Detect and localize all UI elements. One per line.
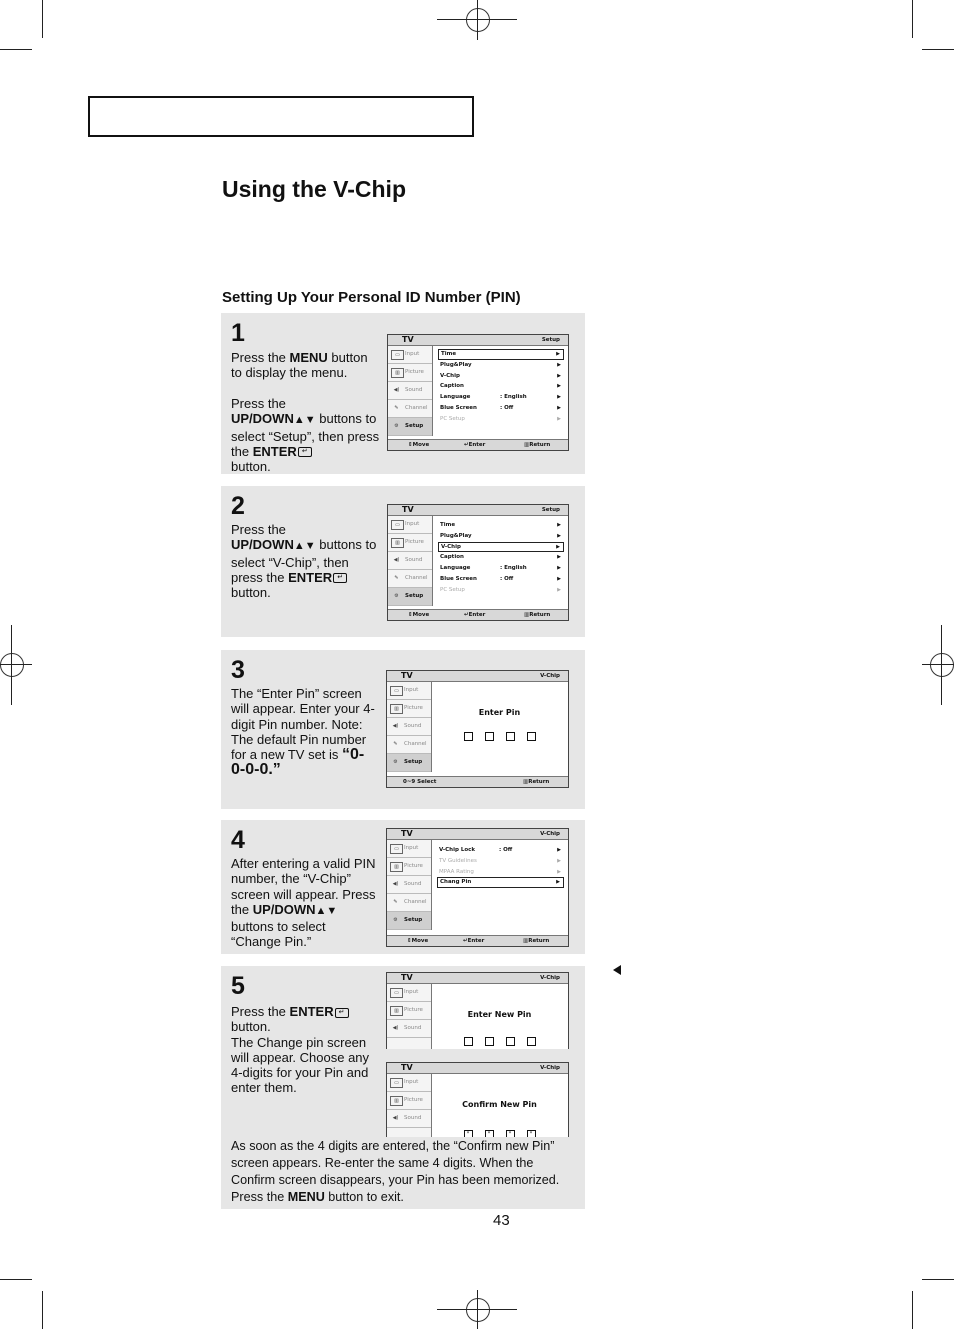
registration-mark (941, 625, 942, 705)
step-number: 4 (231, 826, 245, 854)
step-number: 5 (231, 972, 245, 1000)
enter-icon: ↵ (298, 447, 312, 457)
tv-osd-setup-menu: TV Setup ▭ Input ▥ Picture ◀) Sound ✎ Channel ⚙ Setup Time ▶ Plug&Play ▶ V-Chip ▶ Caption ▶ Language : English ▶ Blue Screen : Off ▶ PC Setup ▶ ⇕ Move ↵ Enter ▥ Return (387, 504, 569, 621)
registration-mark (930, 653, 954, 677)
registration-mark (0, 664, 32, 665)
setup-icon: ⚙ (393, 759, 398, 765)
picture-icon: ▥ (391, 538, 404, 548)
step-2-panel (221, 486, 585, 637)
pin-boxes-masked: * * * * (431, 1120, 568, 1137)
enter-icon: ↵ (335, 1008, 349, 1018)
crop-mark (912, 0, 913, 38)
step-4-panel (221, 820, 585, 954)
sound-icon: ◀) (392, 1025, 399, 1031)
input-icon: ▭ (390, 988, 403, 998)
step-text: As soon as the 4 digits are entered, the “Confirm new Pin” screen appears. Re-enter the same 4 digits. When the Confirm screen disappears, your Pin has been memorized. Press the MENU button to exit. (231, 1139, 560, 1204)
step-text: The “Enter Pin” screen will appear. Enter your 4-digit Pin number. Note: The default Pin number for a new TV set is “0-0-0-0.” (231, 686, 375, 779)
enter-new-pin-label: Enter New Pin (467, 1010, 532, 1019)
crop-mark (42, 1291, 43, 1329)
sound-icon: ◀) (392, 1115, 399, 1121)
crop-mark (42, 0, 43, 38)
sound-icon: ◀) (392, 723, 399, 729)
enter-pin-label: Enter Pin (478, 708, 521, 717)
picture-icon: ▥ (390, 1006, 403, 1016)
registration-mark (0, 653, 24, 677)
crop-mark (0, 49, 32, 50)
confirm-new-pin-label: Confirm New Pin (462, 1100, 537, 1109)
crop-mark (922, 49, 954, 50)
registration-mark (466, 8, 490, 32)
crop-mark (0, 1279, 32, 1280)
enter-icon: ↵ (333, 573, 347, 583)
step-text: Press the UP/DOWN▲▼ buttons to select “Setup”, then press the ENTER ↵ button. (231, 396, 380, 475)
page-number: 43 (493, 1212, 510, 1229)
step-text: After entering a valid PIN number, the “V-Chip” screen will appear. Press the UP/DOWN▲▼ buttons to select “Change Pin.” (231, 856, 376, 950)
channel-icon: ✎ (393, 899, 398, 905)
chapter-header-box (88, 96, 474, 137)
registration-mark (922, 664, 954, 665)
registration-mark (11, 625, 12, 705)
step-5-panel (221, 966, 585, 1209)
picture-icon: ▥ (391, 368, 404, 378)
setup-icon: ⚙ (393, 917, 398, 923)
input-icon: ▭ (390, 844, 403, 854)
channel-icon: ✎ (394, 575, 399, 581)
sound-icon: ◀) (393, 557, 400, 563)
tv-osd-enter-pin: TV V-Chip ▭ Input ▥ Picture ◀) Sound ✎ Channel ⚙ Setup Enter Pin 0~9 Select ▥ Return (386, 670, 569, 788)
step-text: Press the MENU button to display the menu. (231, 350, 368, 381)
sound-icon: ◀) (393, 387, 400, 393)
sound-icon: ◀) (392, 881, 399, 887)
channel-icon: ✎ (394, 405, 399, 411)
channel-icon: ✎ (393, 741, 398, 747)
setup-icon: ⚙ (394, 423, 399, 429)
crop-mark (922, 1279, 954, 1280)
picture-icon: ▥ (390, 862, 403, 872)
tv-osd-setup-menu: TV Setup ▭ Input ▥ Picture ◀) Sound ✎ Channel ⚙ Setup Time ▶ Plug&Play ▶ V-Chip ▶ Caption ▶ Language : English ▶ Blue Screen : Off ▶ PC Setup ▶ ⇕ Move ↵ Enter ▥ Return (387, 334, 569, 451)
up-down-arrows-icon: ▲▼ (315, 904, 338, 917)
pin-boxes (431, 1031, 568, 1049)
registration-mark (477, 0, 478, 40)
setup-icon: ⚙ (394, 593, 399, 599)
step-3-panel (221, 650, 585, 809)
step-text: Press the ENTER ↵ button. The Change pin screen will appear. Choose any 4-digits for your Pin and enter them. (231, 1004, 370, 1096)
registration-mark (477, 1290, 478, 1329)
step-number: 1 (231, 319, 245, 347)
pin-boxes (431, 726, 568, 745)
step-number: 3 (231, 656, 245, 684)
step-1-panel (221, 313, 585, 474)
tv-osd-enter-new-pin: TV V-Chip ▭ Input ▥ Picture ◀) Sound Enter New Pin (386, 972, 569, 1049)
step-text: Press the UP/DOWN▲▼ buttons to select “V-Chip”, then press the ENTER ↵ button. (231, 522, 377, 601)
section-subtitle: Setting Up Your Personal ID Number (PIN) (222, 289, 521, 306)
page-arrow-icon (613, 965, 621, 975)
input-icon: ▭ (390, 686, 403, 696)
registration-mark (466, 1298, 490, 1322)
up-down-arrows-icon: ▲▼ (293, 540, 316, 553)
tv-osd-vchip-menu: TV V-Chip ▭ Input ▥ Picture ◀) Sound ✎ Channel ⚙ Setup V-Chip Lock : Off ▶ TV Guidelines ▶ MPAA Rating ▶ Chang Pin ▶ ⇕ Move ↵ Enter ▥ Return (386, 828, 569, 947)
picture-icon: ▥ (390, 1096, 403, 1106)
input-icon: ▭ (391, 350, 404, 360)
input-icon: ▭ (390, 1078, 403, 1088)
step-number: 2 (231, 492, 245, 520)
picture-icon: ▥ (390, 704, 403, 714)
input-icon: ▭ (391, 520, 404, 530)
tv-osd-confirm-new-pin: TV V-Chip ▭ Input ▥ Picture ◀) Sound Confirm New Pin * * * * (386, 1062, 569, 1137)
page-title: Using the V-Chip (222, 176, 406, 202)
crop-mark (912, 1291, 913, 1329)
up-down-arrows-icon: ▲▼ (293, 414, 316, 427)
